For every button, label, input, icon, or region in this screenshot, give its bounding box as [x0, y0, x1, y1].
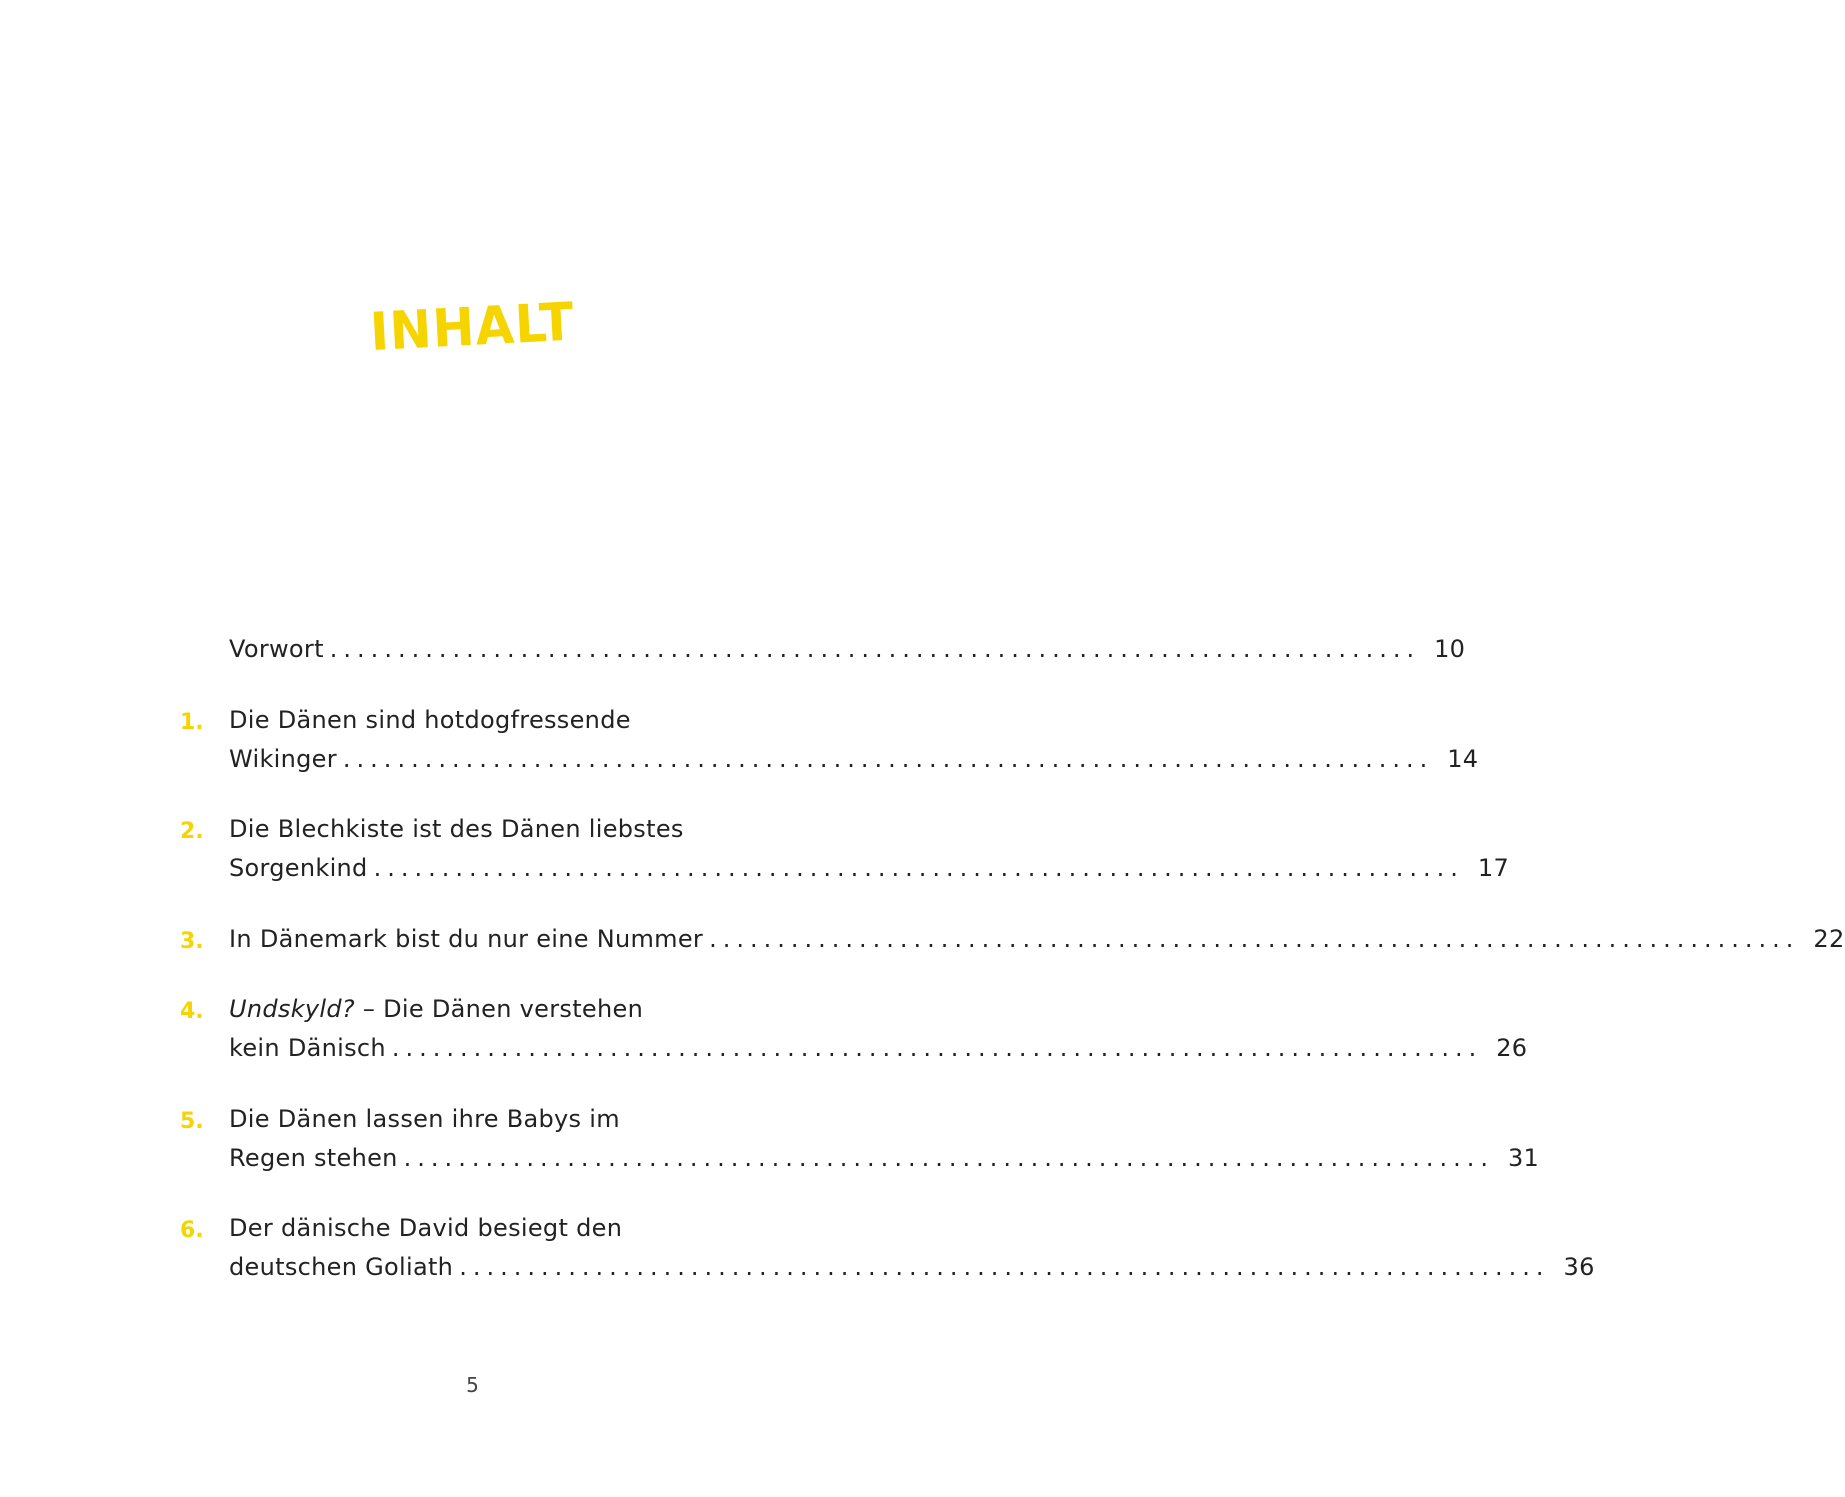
toc-entry-last-line — [229, 1141, 1540, 1175]
chapter-number: 5. — [180, 1109, 204, 1134]
toc-title: INHALT — [368, 291, 577, 363]
toc-entry-page: 36 — [1563, 1253, 1595, 1281]
toc-entry-last-line — [229, 1250, 1595, 1284]
toc-entry-last-line — [229, 851, 1510, 885]
chapter-number: 1. — [180, 710, 204, 735]
dot-leader: ................................................................................ — [391, 1034, 1483, 1062]
dot-leader: ................................................................................ — [329, 635, 1421, 663]
chapter-number: 6. — [180, 1218, 204, 1243]
toc-entry-page: 17 — [1477, 854, 1510, 882]
chapter-number: 2. — [180, 819, 204, 844]
toc-entry-page: 14 — [1447, 745, 1479, 773]
dot-leader: ................................................................................ — [373, 854, 1464, 882]
toc-entry-title-line1: Die Dänen sind hotdogfressende — [229, 706, 631, 734]
toc-entry-title-line1: Die Blechkiste ist des Dänen liebstes — [229, 815, 684, 843]
dot-leader: ................................................................................ — [709, 925, 1800, 953]
chapter-number: 3. — [180, 929, 204, 954]
toc-entry-last-line — [229, 632, 1466, 666]
toc-entry-title-line1: Die Dänen lassen ihre Babys im — [229, 1105, 620, 1133]
toc-entry-last-line — [229, 1031, 1528, 1065]
toc-entry-page: 26 — [1496, 1034, 1528, 1062]
toc-entry-title-line2: Wikinger — [229, 745, 337, 773]
toc-entry-last-line — [229, 922, 1845, 956]
toc-entry-title-line2: Sorgenkind — [229, 854, 368, 882]
toc-entry-page: 22 — [1813, 925, 1845, 953]
italic-term: Undskyld? — [229, 995, 355, 1023]
dot-leader: ................................................................................ — [459, 1253, 1550, 1281]
toc-entry-title-line2: kein Dänisch — [229, 1034, 386, 1062]
toc-entry-page: 31 — [1507, 1144, 1540, 1172]
chapter-number: 4. — [180, 999, 204, 1024]
toc-entry-title-line2: deutschen Goliath — [229, 1253, 454, 1281]
dot-leader: ................................................................................ — [342, 745, 1434, 773]
toc-entry-title-line1: Der dänische David besiegt den — [229, 1214, 623, 1242]
toc-entry-title-line1 — [229, 992, 796, 1026]
toc-entry-title: In Dänemark bist du nur eine Nummer — [229, 925, 704, 953]
dot-leader: ................................................................................ — [403, 1144, 1494, 1172]
page-number: 5 — [466, 1373, 479, 1397]
toc-entry-title-line2: Regen stehen — [229, 1144, 398, 1172]
title-rest: – Die Dänen verstehen — [354, 995, 644, 1023]
toc-entry-last-line — [229, 742, 1479, 776]
toc-entry-page: 10 — [1434, 635, 1466, 663]
toc-entry-title: Vorwort — [229, 635, 324, 663]
